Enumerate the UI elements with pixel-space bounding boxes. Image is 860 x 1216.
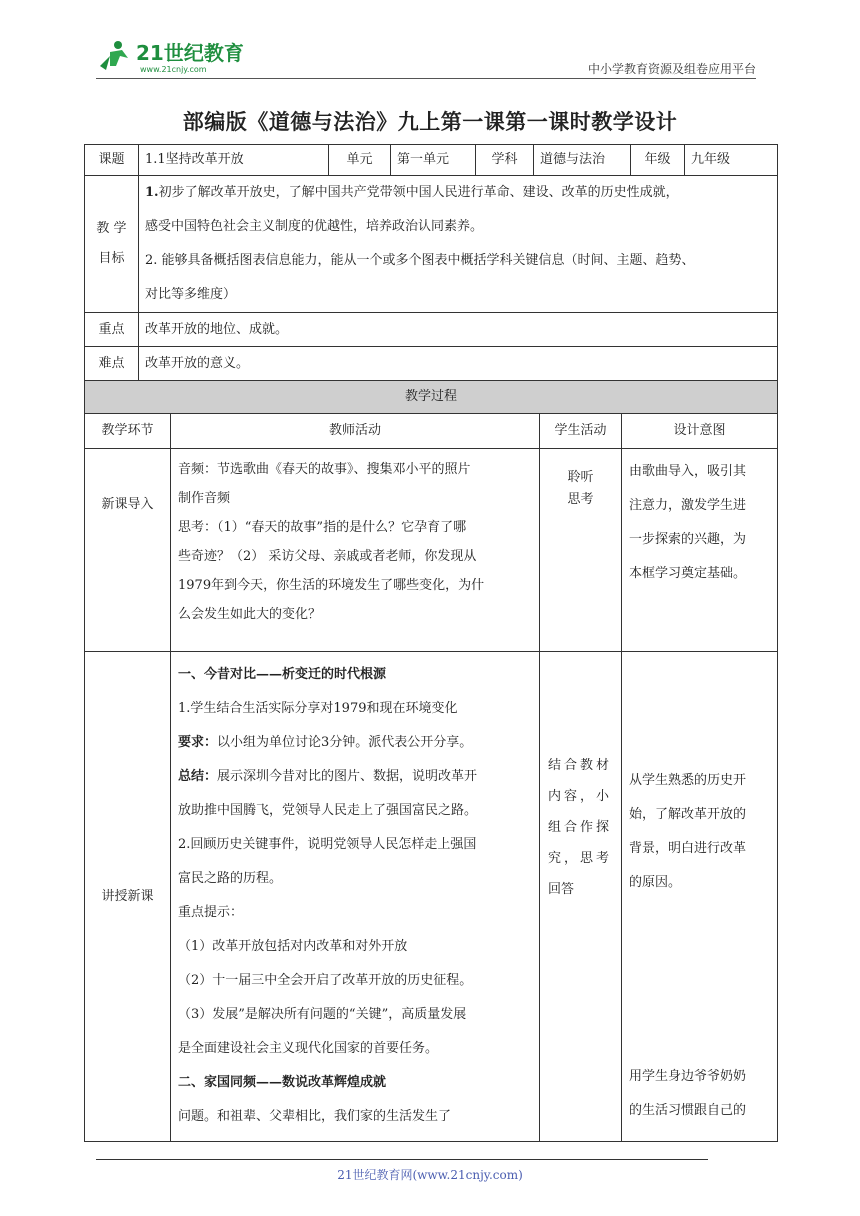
col-stage: 教学环节 — [85, 414, 171, 449]
goal-2: 2. 能够具备概括图表信息能力，能从一个或多个图表中概括学科关键信息（时间、主题、趋势、 — [145, 253, 695, 268]
goals-label-line1: 教 学 — [96, 221, 127, 236]
text-line: 2.回顾历史关键事件，说明党领导人民怎样走上强国 — [178, 837, 477, 852]
process-section-title: 教学过程 — [85, 381, 778, 414]
text-line: 从学生熟悉的历史开 — [629, 773, 747, 788]
logo-21cnjy — [96, 36, 266, 76]
stage-new-lesson: 讲授新课 — [85, 652, 171, 1142]
subject-value: 道德与法治 — [534, 145, 631, 176]
text-line: 组合作探 — [548, 820, 613, 835]
requirement-line — [178, 726, 532, 760]
grade-label: 年级 — [631, 145, 685, 176]
heading-text: 一、今昔对比——析变迁的时代根源 — [178, 667, 387, 682]
section-heading-1 — [178, 658, 532, 692]
text-line: （3）发展”是解决所有问题的“关键”，高质量发展 — [178, 1007, 467, 1022]
goal-1-num: 1. — [145, 185, 159, 200]
grade-value: 九年级 — [685, 145, 778, 176]
col-intent: 设计意图 — [622, 414, 778, 449]
text-line: 一步探索的兴趣，为 — [629, 532, 747, 547]
req-text: 以小组为单位讨论3分钟。派代表公开分享。 — [217, 735, 473, 750]
text-line: 音频：节选歌曲《春天的故事》、搜集邓小平的照片 — [178, 462, 471, 477]
req-label: 要求： — [178, 735, 218, 750]
platform-name: 中小学教育资源及组卷应用平台 — [587, 62, 756, 76]
text-line: 聆听 — [567, 470, 594, 485]
topic-label: 课题 — [85, 145, 139, 176]
text-line: （2）十一届三中全会开启了改革开放的历史征程。 — [178, 973, 473, 988]
text-line: 思考：（1）“春天的故事”指的是什么？它孕育了哪 — [178, 520, 467, 535]
text-line: 内容，小 — [548, 789, 613, 804]
text-line: 本框学习奠定基础。 — [629, 566, 747, 581]
design-intent-new-lesson — [622, 652, 778, 1142]
subject-label: 学科 — [476, 145, 534, 176]
text-line: 的生活习惯跟自己的 — [629, 1103, 747, 1118]
page-title: 部编版《道德与法治》九上第一课第一课时教学设计 — [182, 110, 678, 134]
text-line: 注意力，激发学生进 — [629, 498, 747, 513]
text-line: 思考 — [567, 492, 594, 507]
sum-label: 总结： — [178, 769, 218, 784]
text-line: 始，了解改革开放的 — [629, 807, 747, 822]
teacher-activity-intro — [171, 449, 540, 652]
section-heading-2 — [178, 1066, 532, 1100]
teacher-activity-new-lesson — [171, 652, 540, 1142]
text-line: 回答 — [548, 882, 575, 897]
unit-label: 单元 — [329, 145, 391, 176]
summary-line — [178, 760, 532, 794]
logo-text: 21世纪教育 — [136, 41, 244, 65]
goals-label-line2: 目标 — [98, 251, 125, 266]
table-row — [85, 449, 778, 652]
goal-1-cont: 感受中国特色社会主义制度的优越性，培养政治认同素养。 — [145, 219, 484, 234]
difficulty-value: 改革开放的意义。 — [139, 347, 778, 381]
text-line: 重点提示： — [178, 905, 244, 920]
stage-intro: 新课导入 — [85, 449, 171, 652]
goal-2-cont: 对比等多维度） — [145, 287, 237, 302]
info-table — [84, 144, 778, 381]
heading-text: 二、家国同频——数说改革辉煌成就 — [178, 1075, 387, 1090]
text-line: （1）改革开放包括对内改革和对外开放 — [178, 939, 408, 954]
goal-1 — [145, 176, 771, 210]
text-line: 制作音频 — [178, 491, 231, 506]
header-divider — [96, 78, 756, 79]
text-line: 1.学生结合生活实际分享对1979和现在环境变化 — [178, 701, 458, 716]
key-label: 重点 — [85, 313, 139, 347]
text-line: 结合教材 — [548, 758, 613, 773]
key-value: 改革开放的地位、成就。 — [139, 313, 778, 347]
logo-url: www.21cnjy.com — [140, 65, 207, 74]
text-line: 由歌曲导入，吸引其 — [629, 464, 747, 479]
text-line: 的原因。 — [629, 875, 682, 890]
text-line: 背景，明白进行改革 — [629, 841, 747, 856]
topic-value: 1.1坚持改革开放 — [139, 145, 329, 176]
difficulty-label: 难点 — [85, 347, 139, 381]
text-line: 用学生身边爷爷奶奶 — [629, 1069, 747, 1084]
table-row — [85, 652, 778, 1142]
footer-link[interactable]: 21世纪教育网(www.21cnjy.com) — [337, 1168, 523, 1182]
text-line: 放助推中国腾飞，党领导人民走上了强国富民之路。 — [178, 803, 478, 818]
process-table — [84, 380, 778, 1142]
text-line: 些奇迹？（2） 采访父母、亲戚或者老师，你发现从 — [178, 549, 477, 564]
text-line: 1979年到今天，你生活的环境发生了哪些变化，为什 — [178, 578, 485, 593]
footer-divider — [96, 1159, 708, 1160]
col-teacher: 教师活动 — [171, 414, 540, 449]
unit-value: 第一单元 — [391, 145, 476, 176]
spacer — [629, 900, 770, 1060]
page-header — [96, 30, 756, 80]
goals-label — [85, 176, 139, 313]
text-line: 问题。和祖辈、父辈相比，我们家的生活发生了 — [178, 1109, 452, 1124]
text-line: 是全面建设社会主义现代化国家的首要任务。 — [178, 1041, 439, 1056]
sum-text: 展示深圳今昔对比的图片、数据，说明改革开 — [217, 769, 478, 784]
student-activity-new-lesson — [540, 652, 622, 1142]
col-student: 学生活动 — [540, 414, 622, 449]
design-intent-intro — [622, 449, 778, 652]
goal-1-text: 初步了解改革开放史，了解中国共产党带领中国人民进行革命、建设、改革的历史性成就， — [158, 185, 679, 200]
text-line: 富民之路的历程。 — [178, 871, 283, 886]
student-activity-intro — [540, 449, 622, 652]
goals-content — [139, 176, 778, 313]
text-line: 究，思考 — [548, 851, 613, 866]
text-line: 么会发生如此大的变化？ — [178, 607, 322, 622]
